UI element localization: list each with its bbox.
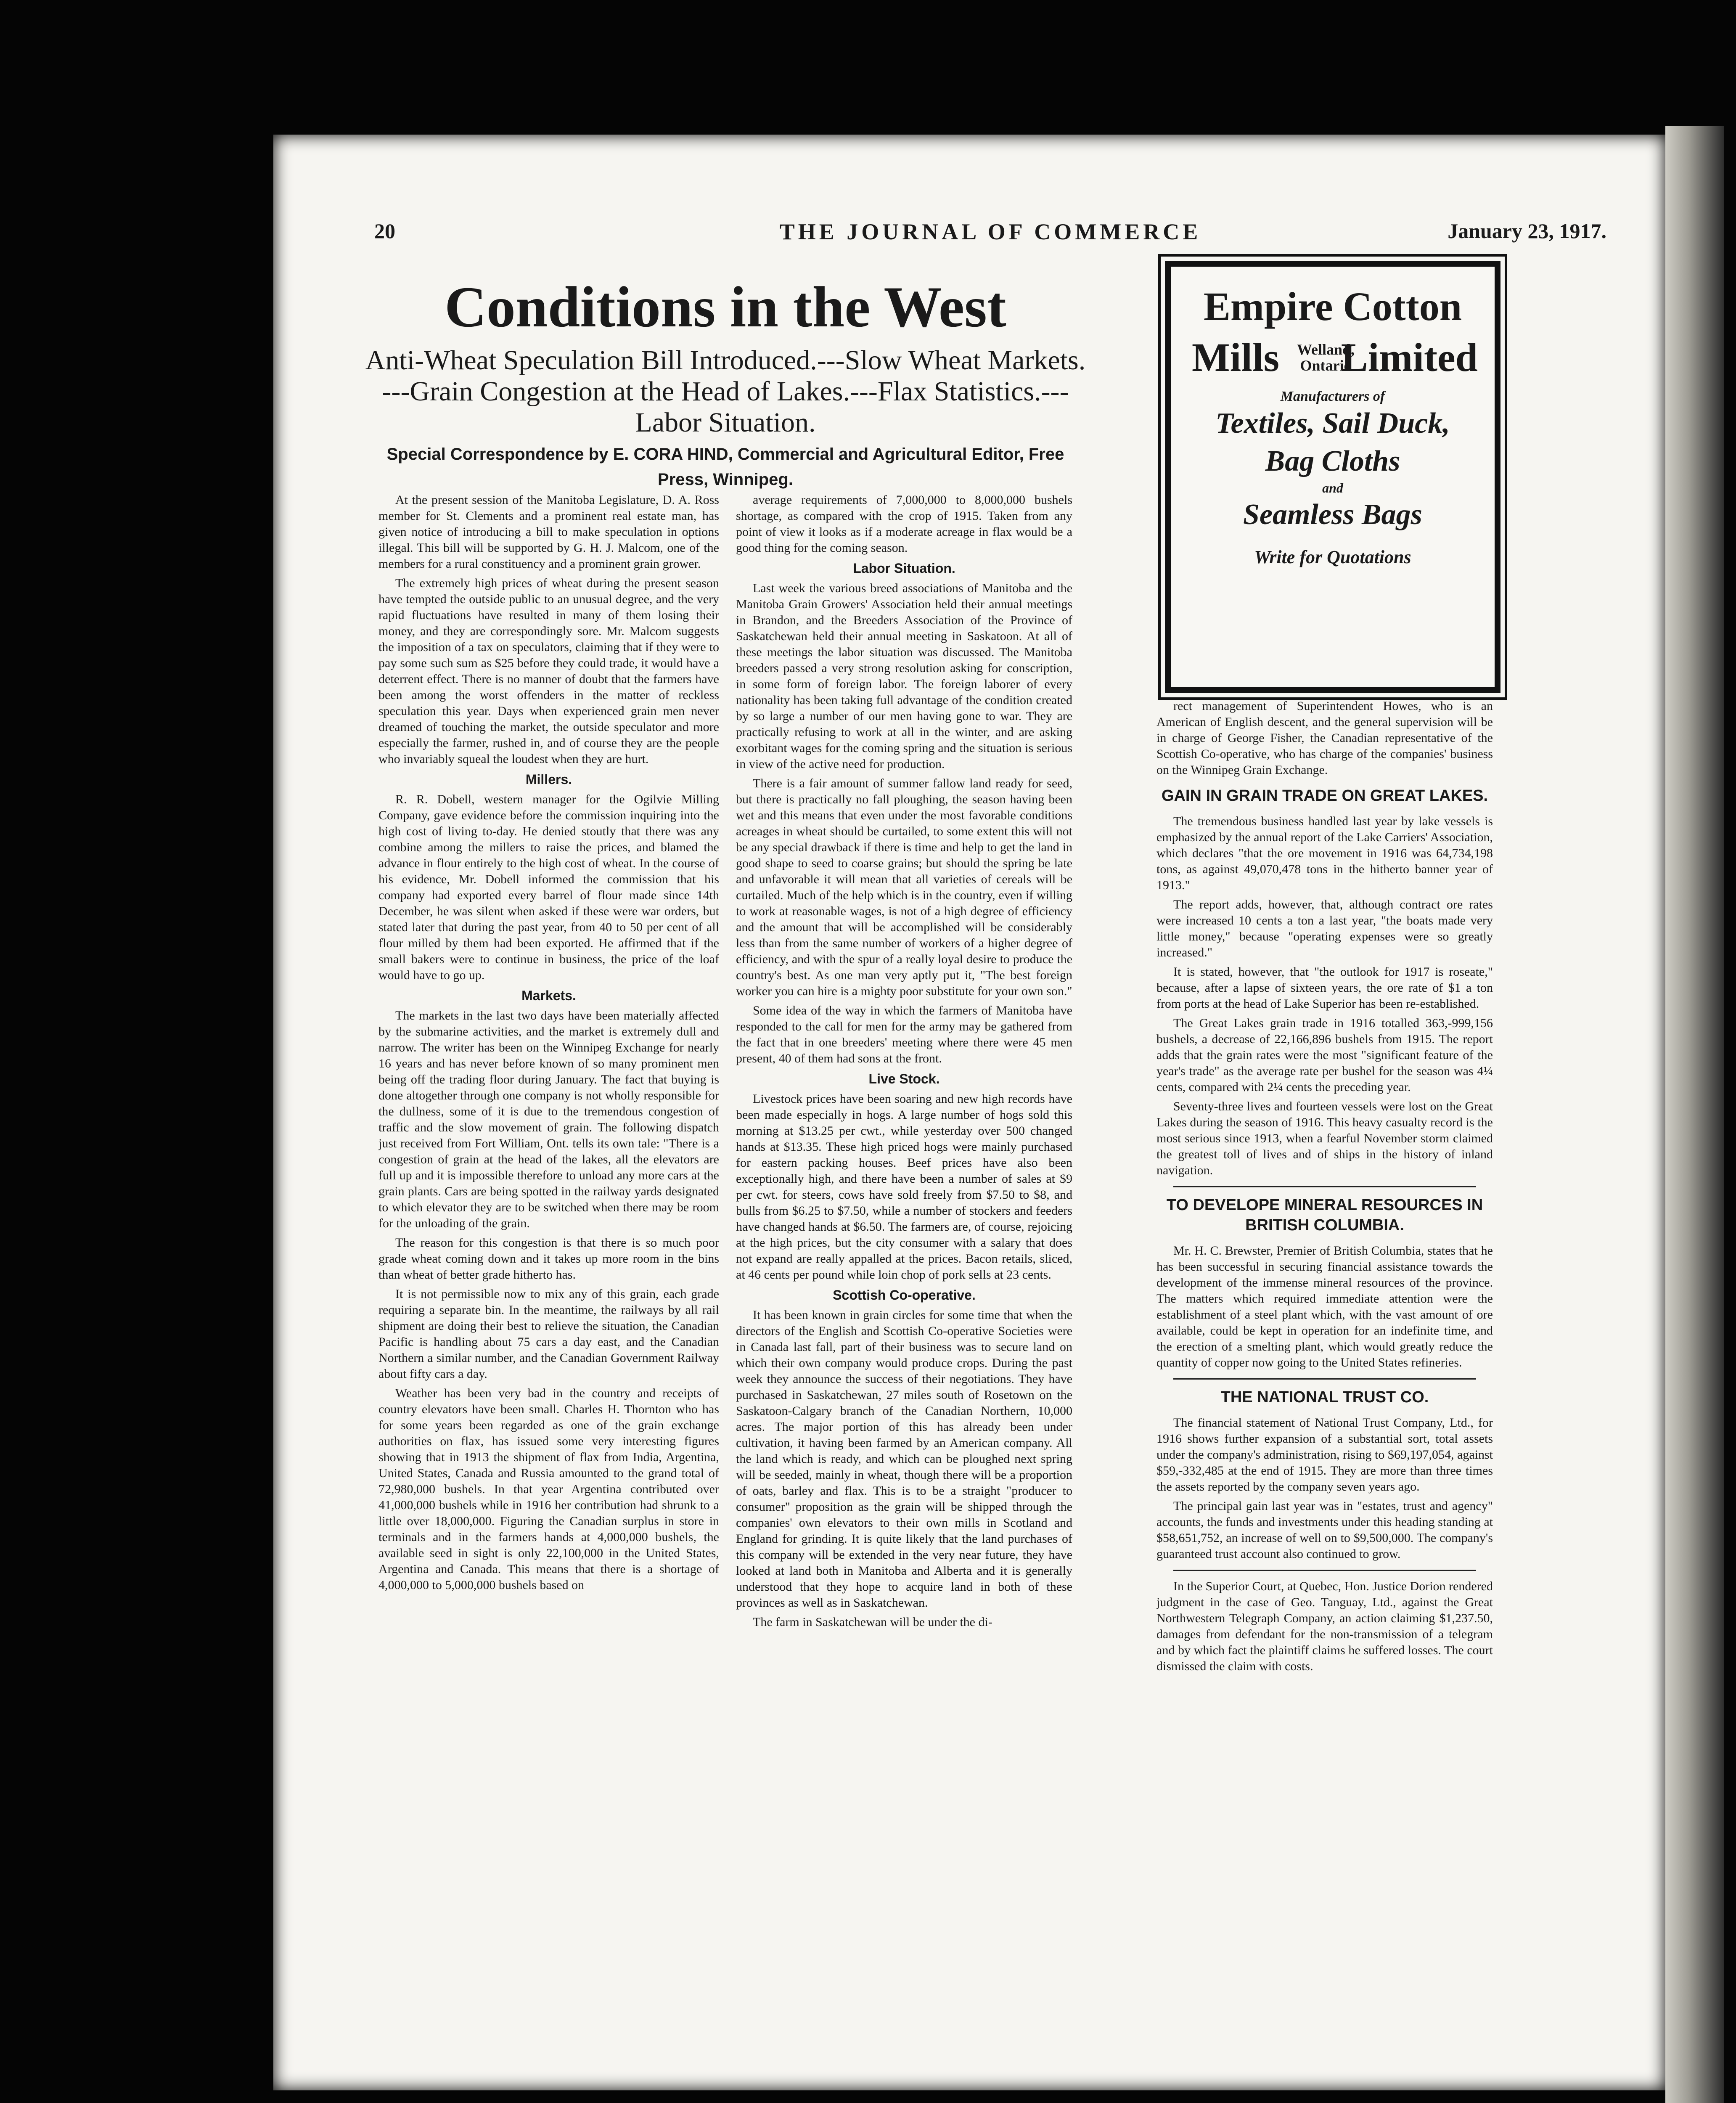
ad-product-2: Bag Cloths [1265,445,1400,477]
paragraph: Last week the various breed associations of Manitoba and the Manitoba Grain Growers' Association held their annual meetings in Brandon, and the Breeders Association of the Province of Saskatchewan held their annual meeting in Saskatoon. At all of these meetings the labor situation was discussed. The Manitoba breeders passed a very strong resolution asking for conscription, in some form of foreign labor. The foreign laborer of every nationality has been taking full advantage of the condition created by so large a number of our men having gone to war. They are practically refusing to work at all in the winter, and are asking exorbitant wages for the coming spring and the situation is serious in view of the active need for production. [736,581,1072,771]
newspaper-page [273,135,1665,2090]
ad-product-1: Textiles, Sail Duck, [1215,407,1450,440]
ad-product-3: Seamless Bags [1243,498,1422,531]
paragraph: Seventy-three lives and fourteen vessels were lost on the Great Lakes during the season of 1916. This heavy casualty record is the most serious since 1913, when a fearful November storm claimed the greatest toll of lives and of ships in the history of inland navigation. [1156,1099,1493,1177]
paragraph: The principal gain last year was in "estates, trust and agency" accounts, the funds and investments under this heading standing at $58,651,752, an increase of well on to $9,500,000. The company's guaranteed trust account also continued to grow. [1156,1499,1493,1561]
ad-location-province: Ontario [1300,357,1352,374]
divider [1173,1378,1476,1380]
paragraph: R. R. Dobell, western manager for the Ogilvie Milling Company, gave evidence before the commission inquiring into the high cost of living to-day. He denied stoutly that there was any combine among the millers to raise the prices, and blamed the advance in flour entirely to the high cost of wheat. In the course of his evidence, Mr. Dobell informed the commission that his company had exported every barrel of flour made since 14th December, he was silent when asked if these were war orders, but stated later that during the past year, from 40 to 50 per cent of all flour milled by them had been exported. He affirmed that if the small bakers were to continue in business, the price of the loaf would have to go up. [378,792,719,982]
ad-mills: Mills [1192,335,1279,380]
ad-company-line2 [1171,334,1495,384]
divider [1173,1186,1476,1187]
paragraph: The markets in the last two days have been materially affected by the submarine activities, and the market is extremely dull and narrow. The writer has been on the Winnipeg Exchange for nearly 16 years and has never before known of so many prominent men being off the trading floor during January. The fact that buying is done altogether through one company is not wholly responsible for the dullness, some of it is due to the tremendous congestion of traffic and the slow movement of grain. The following dispatch just received from Fort William, Ont. tells its own tale: "There is a congestion of grain at the head of the lakes, all the elevators are full up and it is impossible therefore to unload any more cars at the grain plants. Cars are being spotted in the railway yards designated to which elevator they are to be switched when there may be room for the unloading of the grain. [378,1009,719,1230]
paragraph: Some idea of the way in which the farmers of Manitoba have responded to the call for men for the army may be gathered from the fact that in one breeders' meeting where there were 45 men present, 40 of them had sons at the front. [736,1004,1072,1065]
issue-date: January 23, 1917. [1448,219,1606,243]
advertisement-empire-cotton [1165,261,1500,693]
paragraph: The financial statement of National Trust Company, Ltd., for 1916 shows further expansion of a substantial sort, total assets under the company's administration, rising to $69,197,054, against $59,-332,485 at the end of 1915. They are more than three times the assets reported by the company seven years ago. [1156,1416,1493,1494]
section-heading-labor: Labor Situation. [853,561,955,576]
article-subheadline: Anti-Wheat Speculation Bill Introduced.---Slow Wheat Markets. ---Grain Congestion at the Head of Lakes.---Flax Statistics.---Labor Situation. [365,345,1086,438]
paragraph: It has been known in grain circles for some time that when the directors of the English and Scottish Co-operative Societies were in Canada last fall, part of their business was to secure land on which their own company would produce crops. During the past week they announce the success of their negotiations. They have purchased in Saskatchewan, 27 miles south of Rosetown on the Saskatoon-Calgary branch of the Canadian Northern, 10,000 acres. The major portion of this has already been under cultivation, it having been farmed by an American company. All the land which is ready, and which can be ploughed next spring will be seeded, mainly in wheat, though there will be a proportion of oats, barley and flax. This is to be a straight "producer to consumer" proposition as the grain will be shipped through the companies' own elevators to their own mills in Scotland and England for grinding. It is quite likely that the land purchases of this company will be extended in the very near future, they have looked at land both in Manitoba and Alberta and it is generally understood that they hope to acquire land in both of these provinces as well as in Saskatchewan. [736,1308,1072,1610]
paragraph: Livestock prices have been soaring and new high records have been made especially in hogs. A large number of hogs sold this morning at $13.25 per cwt., while yesterday over 500 changed hands at $13.35. These high priced hogs were mainly purchased for eastern packing houses. Beef prices have also been exceptionally high, and there have been a number of sales at $9 per cwt. for steers, cows have sold freely from $7.50 to $8, and bulls from $6.25 to $7.50, while a number of stockers and feeders have changed hands at $6.50. The farmers are, of course, rejoicing at the high prices, but the city consumer with a salary that does not expand are really appalled at the prices. Bacon retails, sliced, at 46 cents per pound while loin chop of pork sells at 23 cents. [736,1092,1072,1282]
paragraph: The report adds, however, that, although contract ore rates were increased 10 cents a ton a last year, "the boats made very little money," because "operating expenses were so greatly increased." [1156,898,1493,959]
section-heading-markets: Markets. [521,988,576,1003]
paragraph: In the Superior Court, at Quebec, Hon. Justice Dorion rendered judgment in the case of Geo. Tanguay, Ltd., against the Great Northwestern Telegraph Company, an action claiming $1,237.50, damages from defendant for the non-transmission of a telegram and by which fact the plaintiff claims he suffered losses. The court dismissed the claim with costs. [1156,1579,1493,1673]
column-3 [1156,698,1493,2053]
section-heading-livestock: Live Stock. [868,1071,940,1086]
section-heading-scottish: Scottish Co-operative. [833,1287,976,1303]
ad-and: and [1322,480,1343,495]
page-number: 20 [374,219,395,243]
ad-company-name: Empire Cotton [1203,284,1462,329]
paragraph: The Great Lakes grain trade in 1916 totalled 363,-999,156 bushels, a decrease of 22,166,896 bushels from 1915. The report adds that the grain rates were the most "significant feature of the year's trade" as the average rate per bushel for the season was 4¼ cents, compared with 2¼ cents the preceding year. [1156,1016,1493,1094]
section-heading-millers: Millers. [525,772,572,787]
paragraph: rect management of Superintendent Howes, who is an American of English descent, and the general supervision will be in charge of George Fisher, the Canadian representative of the Scottish Co-operative, who has charge of the companies' business on the Winnipeg Grain Exchange. [1156,699,1493,777]
running-header [374,219,1606,252]
paragraph: It is not permissible now to mix any of this grain, each grade requiring a separate bin. In the meantime, the railways by all rail shipment are doing their best to relieve the situation, the Canadian Pacific is handling about 75 cars a day east, and the Canadian Northern a similar number, and the Canadian Government Railway about fifty cars a day. [378,1287,719,1381]
paragraph: It is stated, however, that "the outlook for 1917 is roseate," because, after a lapse of sixteen years, the ore rate of $1 a ton from ports at the head of Lake Superior has been re-established. [1156,965,1493,1011]
ad-location-city: Welland, [1297,341,1355,358]
paragraph: Mr. H. C. Brewster, Premier of British Columbia, states that he has been successful in securing financial assistance towards the development of the immense mineral resources of the province. The matters which required immediate attention were the establishment of a steel plant which, with the vast amount of ore available, could be kept in operation for an indefinite time, and the erection of a smelting plant, which would greatly reduce the quantity of copper now going to the United States refineries. [1156,1244,1493,1369]
column-2 [736,492,1072,2053]
ad-manufacturers-of: Manufacturers of [1280,389,1385,404]
journal-title: THE JOURNAL OF COMMERCE [779,219,1201,244]
paragraph: The farm in Saskatchewan will be under the di- [753,1615,992,1629]
headline-national-trust: THE NATIONAL TRUST CO. [1220,1388,1429,1406]
paragraph: There is a fair amount of summer fallow land ready for seed, but there is practically no fall ploughing, the season having been wet and this means that even under the most favorable conditions acreages in wheat should be curtailed, to some extent this will not be any special drawback if there is time and help to get the land in good shape to seed to coarse grains; but should the spring be late and unfavorable it will mean that all varieties of cereals will be curtailed. Much of the help which is in the country, even if willing to work at reasonable wages, is not of a high degree of efficiency and the amount that will be accomplished will be considerably less than from the same number of workers of a higher degree of efficiency, and with the spur of a really loyal desire to produce the country's best. As one man very aptly put it, "The best foreign worker you can hire is a mighty poor substitute for your own son." [736,776,1072,998]
article-byline: Special Correspondence by E. CORA HIND, Commercial and Agricultural Editor, Free Press, Winnipeg. [386,445,1064,489]
article-headline: Conditions in the West [445,275,1006,339]
paragraph: The reason for this congestion is that there is so much poor grade wheat coming down and it takes up more room in the bins than wheat of better grade hitherto has. [378,1236,719,1282]
paragraph: The extremely high prices of wheat during the present season have tempted the outside public to an unusual degree, and the very rapid fluctuations have resulted in many of them losing their money, and they are correspondingly sore. Mr. Malcom suggests the imposition of a tax on speculators, claiming that if they were to pay some such sum as $25 before they could trade, it would have a deterrent effect. There is no manner of doubt that the farmers have been among the worst offenders in the matter of reckless speculation this year. Days when experienced grain men never dreamed of touching the market, the outside speculator and more especially the farmer, rushed in, and of course they are the people who invariably squeal the loudest when they are hurt. [378,576,719,766]
book-spine [1665,126,1724,2103]
headline-mineral-resources: TO DEVELOPE MINERAL RESOURCES IN BRITISH COLUMBIA. [1166,1196,1483,1234]
paragraph: Weather has been very bad in the country and receipts of country elevators have been small. Charles H. Thornton who has for some years been regarded as one of the grain exchange authorities on flax, has issued some very interesting figures showing that in 1913 the shipment of flax from India, Argentina, United States, Canada and Russia amounted to the grand total of 72,980,000 bushels. In that year Argentina contributed over 41,000,000 bushels while in 1916 her contribution had shrunk to a little over 18,000,000. Figuring the Canadian surplus in store in terminals and in the farmers hands at 4,000,000 bushels, the available seed in sight is only 22,100,000 in the United States, Argentina and Canada. This means that there is a shortage of 4,000,000 to 5,000,000 bushels based on [378,1386,719,1592]
column-1 [378,492,719,2053]
paragraph: The tremendous business handled last year by lake vessels is emphasized by the annual report of the Lake Carriers' Association, which declares "that the ore movement in 1916 was 64,734,198 tons, as against 49,070,478 tons in the hitherto banner year of 1913." [1156,814,1493,892]
headline-grain-trade: GAIN IN GRAIN TRADE ON GREAT LAKES. [1161,787,1488,805]
ad-call-to-action: Write for Quotations [1254,547,1411,567]
paragraph: average requirements of 7,000,000 to 8,000,000 bushels shortage, as compared with the crop of 1915. Taken from any point of view it looks as if a moderate acreage in flax would be a good thing for the coming season. [736,493,1072,555]
divider [1173,1570,1476,1571]
paragraph: At the present session of the Manitoba Legislature, D. A. Ross member for St. Clements and a prominent real estate man, has given notice of introducing a bill to make speculation in options illegal. This bill will be supported by G. H. J. Malcom, one of the members for a rural constituency and a prominent grain grower. [378,493,719,571]
ad-limited: Limited [1341,335,1478,380]
